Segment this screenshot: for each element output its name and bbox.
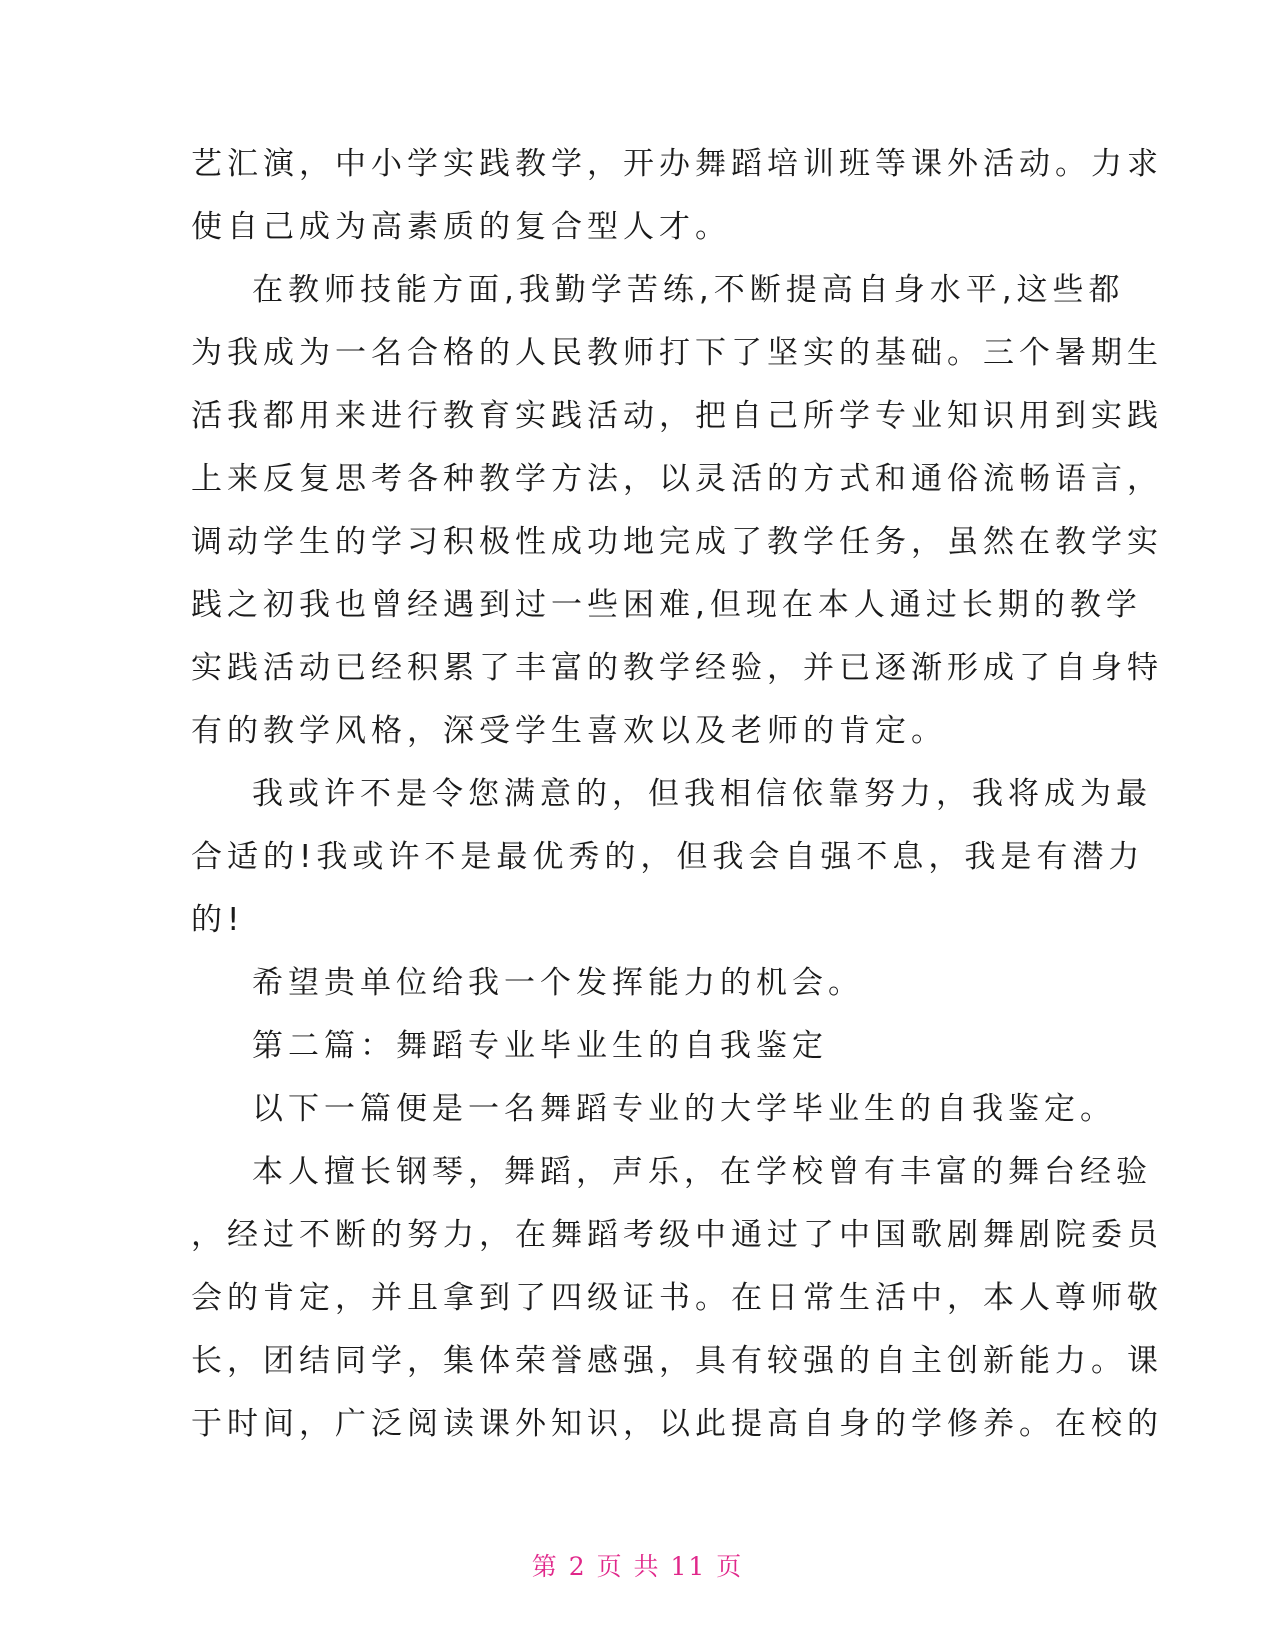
text-line: 长，团结同学，集体荣誉感强，具有较强的自主创新能力。课 [191, 1343, 1163, 1379]
text-line: 活我都用来进行教育实践活动，把自己所学专业知识用到实践 [191, 398, 1163, 434]
text-line: 为我成为一名合格的人民教师打下了坚实的基础。三个暑期生 [191, 335, 1163, 371]
text-line: 合适的!我或许不是最优秀的，但我会自强不息，我是有潜力 [191, 839, 1145, 875]
section-heading: 第二篇：舞蹈专业毕业生的自我鉴定 [252, 1028, 828, 1064]
text-line: 于时间，广泛阅读课外知识，以此提高自身的学修养。在校的 [191, 1406, 1163, 1442]
text-line: 在教师技能方面,我勤学苦练,不断提高自身水平,这些都 [252, 272, 1125, 308]
text-line: 艺汇演，中小学实践教学，开办舞蹈培训班等课外活动。力求 [191, 146, 1163, 182]
text-line: 践之初我也曾经遇到过一些困难,但现在本人通过长期的教学 [191, 587, 1142, 623]
text-line: 希望贵单位给我一个发挥能力的机会。 [252, 965, 864, 1001]
text-line: 我或许不是令您满意的，但我相信依靠努力，我将成为最 [252, 776, 1152, 812]
text-line: 上来反复思考各种教学方法，以灵活的方式和通俗流畅语言， [191, 461, 1163, 497]
text-line: 会的肯定，并且拿到了四级证书。在日常生活中，本人尊师敬 [191, 1280, 1163, 1316]
text-line: 本人擅长钢琴，舞蹈，声乐，在学校曾有丰富的舞台经验 [252, 1154, 1152, 1190]
text-line: 调动学生的学习积极性成功地完成了教学任务，虽然在教学实 [191, 524, 1163, 560]
text-line: 实践活动已经积累了丰富的教学经验，并已逐渐形成了自身特 [191, 650, 1163, 686]
text-line: 以下一篇便是一名舞蹈专业的大学毕业生的自我鉴定。 [252, 1091, 1116, 1127]
text-line: 有的教学风格，深受学生喜欢以及老师的肯定。 [191, 713, 947, 749]
text-line: ，经过不断的努力，在舞蹈考级中通过了中国歌剧舞剧院委员 [191, 1217, 1163, 1253]
text-line: 使自己成为高素质的复合型人才。 [191, 209, 731, 245]
page-number-footer: 第 2 页 共 11 页 [531, 1552, 744, 1581]
text-line: 的! [191, 902, 245, 938]
